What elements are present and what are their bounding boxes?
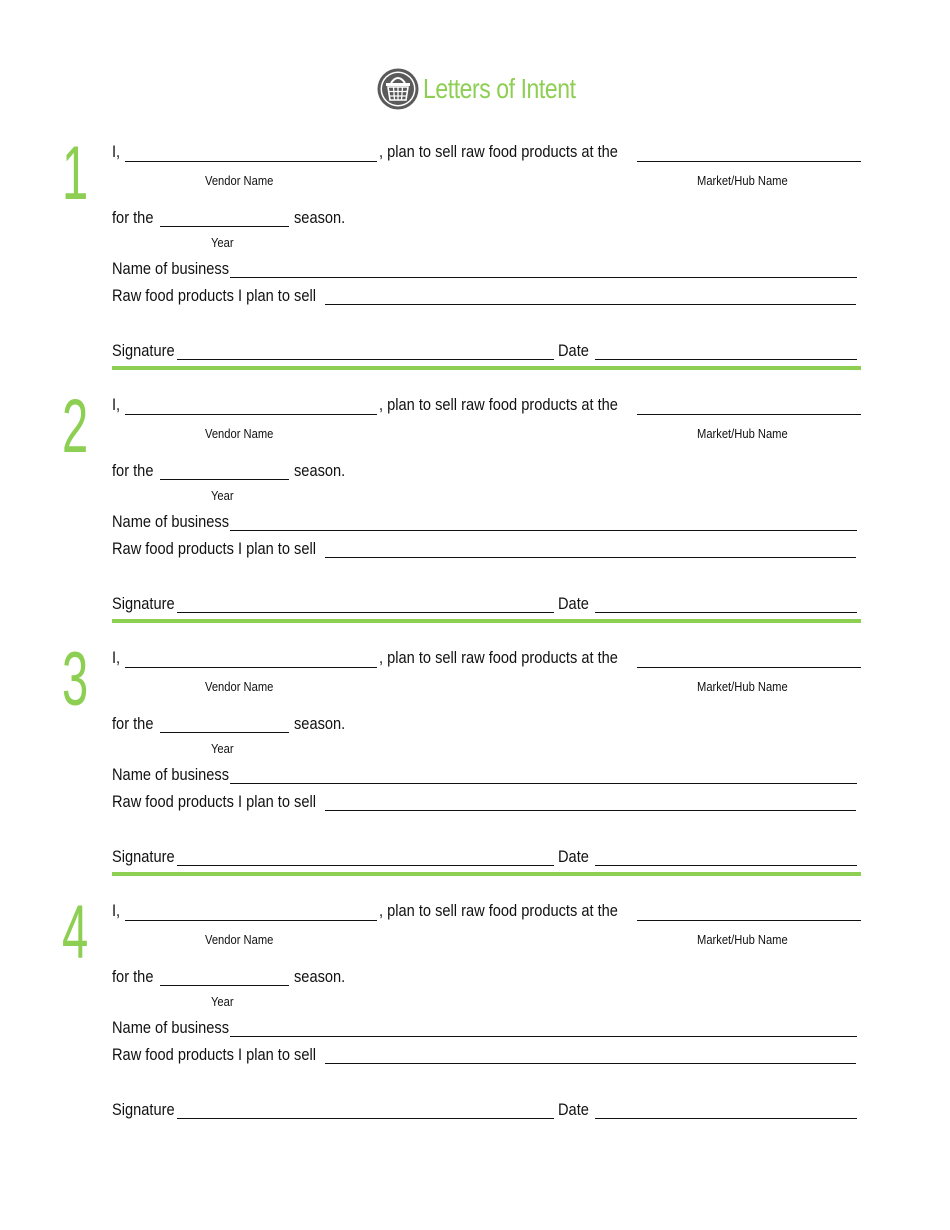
signature-label: Signature — [112, 594, 175, 613]
letter-section-3 — [0, 506, 950, 866]
line1-prefix: I, — [112, 648, 121, 667]
business-label: Name of business — [112, 512, 230, 531]
line2-suffix: season. — [294, 461, 346, 480]
market-hub-field[interactable] — [637, 161, 861, 162]
line2-prefix: for the — [112, 967, 154, 986]
business-label: Name of business — [112, 1018, 230, 1037]
year-field[interactable] — [160, 732, 289, 733]
market-hub-field[interactable] — [637, 920, 861, 921]
section-number: 3 — [62, 637, 89, 722]
products-label: Raw food products I plan to sell — [112, 286, 316, 305]
market-hub-caption: Market/Hub Name — [697, 173, 788, 188]
vendor-name-field[interactable] — [125, 667, 377, 668]
year-caption: Year — [211, 235, 234, 250]
vendor-name-caption: Vendor Name — [205, 932, 274, 947]
line2-suffix: season. — [294, 967, 346, 986]
year-caption: Year — [211, 488, 234, 503]
signature-label: Signature — [112, 847, 175, 866]
date-label: Date — [558, 1100, 589, 1119]
market-hub-caption: Market/Hub Name — [697, 679, 788, 694]
line1-middle: , plan to sell raw food products at the — [379, 648, 618, 667]
vendor-name-field[interactable] — [125, 920, 377, 921]
vendor-name-caption: Vendor Name — [205, 173, 274, 188]
vendor-name-field[interactable] — [125, 161, 377, 162]
products-label: Raw food products I plan to sell — [112, 792, 316, 811]
line2-suffix: season. — [294, 208, 346, 227]
year-caption: Year — [211, 741, 234, 756]
letter-section-4 — [0, 759, 950, 1119]
year-field[interactable] — [160, 985, 289, 986]
products-label: Raw food products I plan to sell — [112, 539, 316, 558]
business-label: Name of business — [112, 765, 230, 784]
date-label: Date — [558, 847, 589, 866]
market-hub-caption: Market/Hub Name — [697, 932, 788, 947]
line2-prefix: for the — [112, 461, 154, 480]
products-label: Raw food products I plan to sell — [112, 1045, 316, 1064]
market-hub-field[interactable] — [637, 414, 861, 415]
vendor-name-caption: Vendor Name — [205, 426, 274, 441]
section-number: 1 — [62, 131, 89, 216]
signature-label: Signature — [112, 341, 175, 360]
line1-prefix: I, — [112, 142, 121, 161]
letter-section-2 — [0, 253, 950, 613]
page-title: Letters of Intent — [422, 73, 576, 104]
vendor-name-field[interactable] — [125, 414, 377, 415]
market-hub-caption: Market/Hub Name — [697, 426, 788, 441]
line1-prefix: I, — [112, 901, 121, 920]
year-field[interactable] — [160, 479, 289, 480]
line2-prefix: for the — [112, 208, 154, 227]
section-number: 4 — [62, 890, 89, 975]
line2-suffix: season. — [294, 714, 346, 733]
line1-middle: , plan to sell raw food products at the — [379, 395, 618, 414]
letter-section-1 — [0, 0, 950, 360]
date-field[interactable] — [595, 1118, 857, 1119]
signature-field[interactable] — [177, 1118, 554, 1119]
business-label: Name of business — [112, 259, 230, 278]
line1-middle: , plan to sell raw food products at the — [379, 901, 618, 920]
market-hub-field[interactable] — [637, 667, 861, 668]
line1-prefix: I, — [112, 395, 121, 414]
line1-middle: , plan to sell raw food products at the — [379, 142, 618, 161]
year-caption: Year — [211, 994, 234, 1009]
signature-label: Signature — [112, 1100, 175, 1119]
year-field[interactable] — [160, 226, 289, 227]
line2-prefix: for the — [112, 714, 154, 733]
vendor-name-caption: Vendor Name — [205, 679, 274, 694]
business-name-field[interactable] — [230, 1036, 857, 1037]
section-number: 2 — [62, 384, 89, 469]
date-label: Date — [558, 341, 589, 360]
products-field[interactable] — [325, 1063, 856, 1064]
date-label: Date — [558, 594, 589, 613]
